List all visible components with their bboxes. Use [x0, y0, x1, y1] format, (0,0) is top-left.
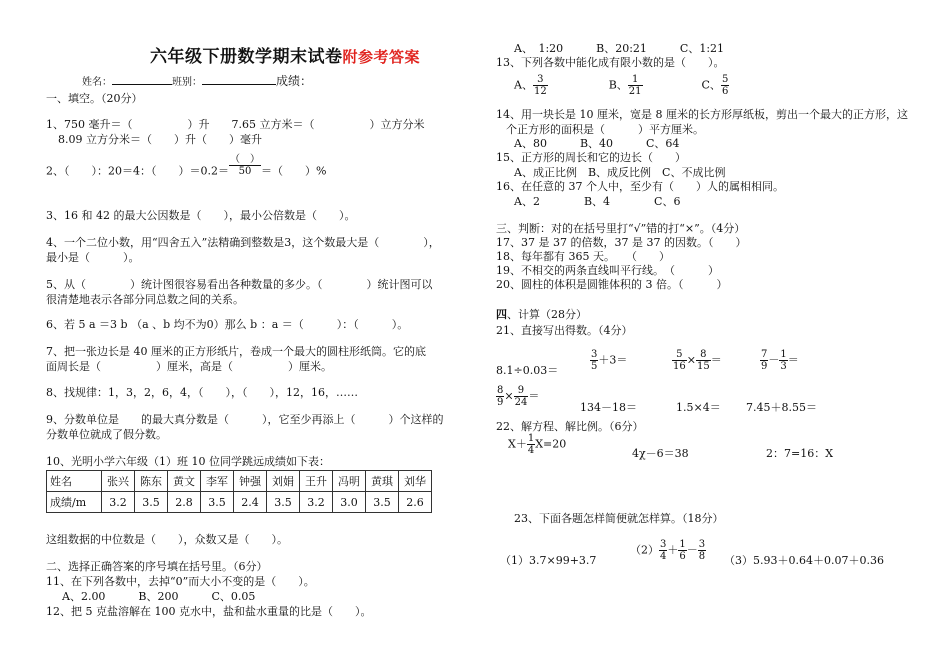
- calc-6: 134－18＝: [580, 401, 637, 414]
- calc-8: 7.45＋8.55＝: [746, 401, 817, 414]
- problem-2: [630, 539, 706, 562]
- question-2-text: 2、（ ）：20＝4：（ ）＝0.2＝: [46, 164, 229, 178]
- question-7: 7、把一张边长是 40 厘米的正方形纸片，卷成一个最大的圆柱形纸筒。它的底: [46, 345, 426, 358]
- question-1-cont: 8.09 立方分米＝（ ）升（ ）毫升: [58, 133, 262, 146]
- question-2: [46, 154, 327, 183]
- table-cell: 刘娟: [267, 471, 300, 492]
- equation-1-numerator: 1: [527, 433, 535, 444]
- question-5: 5、从（ ）统计图很容易看出各种数量的多少。（ ）统计图可以: [46, 278, 433, 291]
- question-15-options: A、成正比例 B、成反比例 C、不成比例: [514, 166, 726, 179]
- question-17: 17、37 是 37 的倍数，37 是 37 的因数。（ ）: [496, 236, 747, 249]
- class-field[interactable]: [202, 73, 276, 85]
- calc-2-denominator: 5: [591, 361, 598, 372]
- question-14: 14、用一块长是 10 厘米，宽是 8 厘米的长方形厚纸板，剪出一个最大的正方形，这: [496, 108, 908, 121]
- question-5-cont: 很清楚地表示各部分同总数之间的关系。: [46, 293, 244, 306]
- calc-3-num2: 8: [696, 349, 711, 361]
- table-cell: 王升: [300, 471, 333, 492]
- calc-3-num1: 5: [672, 349, 687, 361]
- calc-4-den2: 3: [780, 361, 787, 372]
- q13-label-b: B、: [608, 78, 628, 92]
- calc-4-tail: ＝: [787, 353, 799, 367]
- question-6: 6、若 5 a ＝3 b （a 、b 均不为0）那么 b ：a ＝（ ）：（ ）。: [46, 318, 409, 331]
- question-18: 18、每年都有 365 天。 （ ）: [496, 250, 670, 263]
- calc-5-op: ×: [504, 389, 514, 403]
- calc-5-tail: ＝: [528, 389, 540, 403]
- q2-denominator: 50: [238, 166, 252, 177]
- table-cell: 3.0: [333, 492, 366, 513]
- page-title: [150, 42, 420, 67]
- question-11: 11、在下列各数中，去掉“0”而大小不变的是（ ）。: [46, 575, 315, 588]
- problem-1: （1）3.7×99+3.7: [500, 554, 597, 567]
- q2-numerator: （ ）: [230, 154, 260, 165]
- student-info: [82, 72, 312, 89]
- equation-1-end: X=20: [535, 437, 567, 451]
- question-20: 20、圆柱的体积是圆锥体积的 3 倍。（ ）: [496, 278, 728, 291]
- table-row: [47, 471, 432, 492]
- table-cell: 黄琪: [366, 471, 399, 492]
- calc-3-den1: 16: [673, 361, 686, 372]
- question-9-cont: 分数单位就成了假分数。: [46, 428, 167, 441]
- calc-2-numerator: 3: [591, 349, 598, 360]
- table-cell: 3.2: [300, 492, 333, 513]
- table-cell: 姓名: [47, 471, 102, 492]
- table-cell: 3.5: [201, 492, 234, 513]
- table-cell: 3.5: [135, 492, 168, 513]
- q13c-denominator: 6: [721, 86, 729, 97]
- q13a-numerator: 3: [533, 74, 548, 86]
- section-3-heading: 三、判断：对的在括号里打“√”错的打“×”。（4分）: [496, 222, 746, 235]
- question-10: 10、光明小学六年级（1）班 10 位同学跳远成绩如下表：: [46, 455, 330, 468]
- name-field[interactable]: [112, 73, 172, 85]
- table-cell: 2.6: [399, 492, 432, 513]
- problem-2-label: （2）: [630, 543, 659, 557]
- question-4: 4、一个二位小数，用“四舍五入”法精确到整数是3，这个数最大是（ ），: [46, 236, 440, 249]
- calc-4-num2: 1: [780, 349, 787, 360]
- name-label: 姓名：: [82, 77, 112, 88]
- q13a-denominator: 12: [533, 86, 547, 97]
- section-4-text: 、计算（28分）: [507, 308, 587, 321]
- calc-3-tail: ＝: [710, 353, 722, 367]
- section-2-heading: 二、选择正确答案的序号填在括号里。（6分）: [46, 560, 268, 573]
- section-4-heading: [496, 306, 587, 322]
- table-cell: 张兴: [102, 471, 135, 492]
- question-14-options: A、80 B、40 C、64: [514, 137, 680, 150]
- class-label: 班别：: [172, 77, 202, 88]
- calc-4: [760, 349, 799, 372]
- question-23: 23、下面各题怎样简便就怎样算。（18分）: [514, 512, 724, 525]
- title-main: 六年级下册数学期末试卷: [150, 47, 343, 67]
- q13c-numerator: 5: [721, 74, 729, 85]
- problem-2-den2: 6: [679, 551, 686, 562]
- question-22: 22、解方程、解比例。（6分）: [496, 420, 644, 433]
- problem-2-op1: ＋: [667, 543, 679, 557]
- problem-2-den1: 4: [660, 551, 667, 562]
- table-cell: 3.2: [102, 492, 135, 513]
- question-7-cont: 面周长是（ ）厘米，高是（ ）厘米。: [46, 360, 332, 373]
- table-cell: 刘华: [399, 471, 432, 492]
- calc-1: 8.1÷0.03＝: [496, 364, 559, 377]
- calc-2-tail: ＋3＝: [598, 353, 628, 367]
- problem-2-op2: －: [686, 543, 698, 557]
- table-cell: 李军: [201, 471, 234, 492]
- score-label: 成绩：: [276, 74, 313, 88]
- equation-1-denominator: 4: [527, 445, 535, 456]
- calc-2: [590, 349, 627, 372]
- q13-label-a: A、: [514, 78, 533, 92]
- question-11-options: A、2.00 B、200 C、0.05: [62, 590, 256, 603]
- question-2-end: ＝（ ）%: [261, 164, 327, 178]
- section-4-number: 四: [496, 308, 507, 321]
- table-cell: 陈东: [135, 471, 168, 492]
- q13b-numerator: 1: [628, 74, 643, 86]
- calc-4-den1: 9: [761, 361, 768, 372]
- question-1: 1、750 毫升＝（ ）升 7.65 立方米＝（ ）立方分米: [46, 118, 425, 131]
- question-16-options: A、2 B、4 C、6: [514, 195, 681, 208]
- problem-2-num3: 3: [698, 539, 706, 550]
- question-3: 3、16 和 42 的最大公因数是（ ），最小公倍数是（ ）。: [46, 209, 356, 222]
- table-cell: 黄文: [168, 471, 201, 492]
- question-10-cont: 这组数据的中位数是（ ），众数又是（ ）。: [46, 533, 288, 546]
- question-19: 19、不相交的两条直线叫平行线。 （ ）: [496, 264, 719, 277]
- q13-label-c: C、: [701, 78, 721, 92]
- equation-1: [508, 433, 566, 456]
- section-1-heading: 一、填空。（20分）: [46, 92, 143, 105]
- table-cell: 3.5: [267, 492, 300, 513]
- question-13-options: [514, 74, 729, 97]
- score-table: [46, 470, 432, 513]
- question-14-cont: 个正方形的面积是（ ）平方厘米。: [506, 123, 704, 136]
- problem-3: （3）5.93＋0.64＋0.07＋0.36: [724, 554, 884, 567]
- table-cell: 冯明: [333, 471, 366, 492]
- question-15: 15、正方形的周长和它的边长（ ）: [496, 151, 686, 164]
- problem-2-den3: 8: [698, 551, 706, 562]
- equation-2: 4χ－6＝38: [632, 447, 689, 460]
- calc-5-num1: 8: [497, 385, 504, 396]
- equation-3: 2：7=16：X: [766, 447, 834, 460]
- equation-1-start: X＋: [508, 437, 527, 451]
- question-12: 12、把 5 克盐溶解在 100 克水中，盐和盐水重量的比是（ ）。: [46, 605, 372, 618]
- problem-2-num2: 1: [679, 539, 686, 550]
- question-4-cont: 最小是（ ）。: [46, 251, 140, 264]
- table-cell: 2.8: [168, 492, 201, 513]
- calc-5-num2: 9: [514, 385, 529, 397]
- question-16: 16、在任意的 37 个人中，至少有（ ）人的属相相同。: [496, 180, 784, 193]
- table-cell: 成绩/m: [47, 492, 102, 513]
- question-13: 13、下列各数中能化成有限小数的是（ ）。: [496, 56, 725, 69]
- question-9: 9、分数单位是 的最大真分数是（ ），它至少再添上（ ）个这样的: [46, 413, 444, 426]
- title-suffix: 附参考答案: [342, 48, 421, 66]
- calc-7: 1.5×4＝: [676, 401, 721, 414]
- table-cell: 2.4: [234, 492, 267, 513]
- problem-2-num1: 3: [660, 539, 667, 550]
- question-12-options: A、 1:20 B、20:21 C、1:21: [514, 42, 725, 55]
- table-row: [47, 492, 432, 513]
- question-8: 8、找规律：1，3，2，6，4，（ ），（ ），12，16，……: [46, 386, 358, 399]
- calc-3: [672, 349, 722, 372]
- q13b-denominator: 21: [628, 86, 642, 97]
- table-cell: 钟强: [234, 471, 267, 492]
- calc-5: [496, 385, 539, 408]
- calc-4-num1: 7: [761, 349, 768, 360]
- calc-5-den2: 24: [514, 397, 528, 408]
- table-cell: 3.5: [366, 492, 399, 513]
- calc-3-den2: 15: [696, 361, 710, 372]
- calc-4-op: －: [768, 353, 780, 367]
- question-21: 21、直接写出得数。（4分）: [496, 324, 633, 337]
- calc-5-den1: 9: [497, 397, 504, 408]
- calc-3-op: ×: [686, 353, 696, 367]
